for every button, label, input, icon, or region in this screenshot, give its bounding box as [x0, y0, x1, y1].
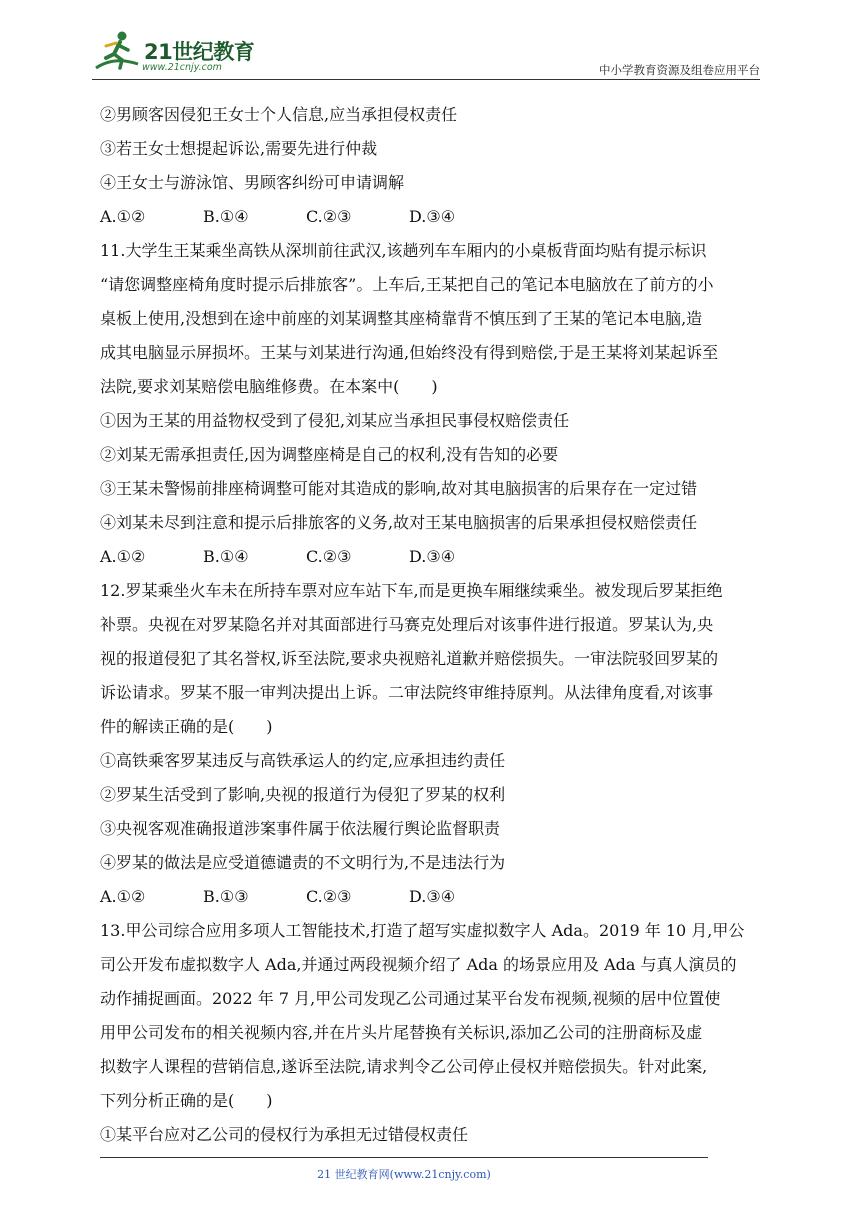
text-line: ②罗某生活受到了影响,央视的报道行为侵犯了罗某的权利	[100, 785, 506, 804]
answer-options	[100, 200, 766, 234]
logo-title: 21世纪教育	[144, 40, 255, 64]
text-line: 视的报道侵犯了其名誉权,诉至法院,要求央视赔礼道歉并赔偿损失。一审法院驳回罗某的	[100, 649, 719, 668]
answer-option: A.①②	[100, 207, 146, 226]
text-line: 动作捕捉画面。2022 年 7 月,甲公司发现乙公司通过某平台发布视频,视频的居中位置使	[100, 989, 721, 1008]
text-line: ①因为王某的用益物权受到了侵犯,刘某应当承担民事侵权赔偿责任	[100, 411, 570, 430]
page-header	[92, 28, 760, 80]
document-body	[100, 98, 766, 1152]
text-line: ④王女士与游泳馆、男顾客纠纷可申请调解	[100, 173, 405, 192]
text-line: 11.大学生王某乘坐高铁从深圳前往武汉,该趟列车车厢内的小桌板背面均贴有提示标识	[100, 241, 707, 260]
text-line: ②男顾客因侵犯王女士个人信息,应当承担侵权责任	[100, 105, 458, 124]
text-line: 12.罗某乘坐火车未在所持车票对应车站下车,而是更换车厢继续乘坐。被发现后罗某拒绝	[100, 581, 723, 600]
answer-options	[100, 880, 766, 914]
text-line: ④罗某的做法是应受道德谴责的不文明行为,不是违法行为	[100, 853, 506, 872]
answer-option: B.①④	[203, 547, 249, 566]
answer-option: D.③④	[409, 547, 456, 566]
text-line: 成其电脑显示屏损坏。王某与刘某进行沟通,但始终没有得到赔偿,于是王某将刘某起诉至	[100, 343, 719, 362]
text-line: 13.甲公司综合应用多项人工智能技术,打造了超写实虚拟数字人 Ada。2019 年 10 月,甲公	[100, 921, 745, 940]
text-line: ①高铁乘客罗某违反与高铁承运人的约定,应承担违约责任	[100, 751, 506, 770]
answer-option: B.①③	[203, 887, 249, 906]
answer-option: D.③④	[409, 207, 456, 226]
text-line: 补票。央视在对罗某隐名并对其面部进行马赛克处理后对该事件进行报道。罗某认为,央	[100, 615, 714, 634]
text-line: “请您调整座椅角度时提示后排旅客”。上车后,王某把自己的笔记本电脑放在了前方的小	[100, 275, 714, 294]
text-line: 件的解读正确的是( )	[100, 717, 273, 736]
header-divider	[92, 79, 760, 80]
text-line: ②刘某无需承担责任,因为调整座椅是自己的权利,没有告知的必要	[100, 445, 559, 464]
answer-option: C.②③	[306, 547, 352, 566]
text-line: ③王某未警惕前排座椅调整可能对其造成的影响,故对其电脑损害的后果存在一定过错	[100, 479, 698, 498]
answer-option: A.①②	[100, 887, 146, 906]
text-line: 下列分析正确的是( )	[100, 1091, 273, 1110]
text-line: 诉讼请求。罗某不服一审判决提出上诉。二审法院终审维持原判。从法律角度看,对该事	[100, 683, 714, 702]
runner-logo-icon	[92, 28, 144, 80]
logo-url: www.21cnjy.com	[142, 62, 222, 73]
logo	[92, 28, 262, 80]
page-footer: 21 世纪教育网(www.21cnjy.com)	[317, 1168, 491, 1181]
text-line: 桌板上使用,没想到在途中前座的刘某调整其座椅靠背不慎压到了王某的笔记本电脑,造	[100, 309, 703, 328]
text-line: 用甲公司发布的相关视频内容,并在片头片尾替换有关标识,添加乙公司的注册商标及虚	[100, 1023, 703, 1042]
answer-option: C.②③	[306, 207, 352, 226]
text-line: ③若王女士想提起诉讼,需要先进行仲裁	[100, 139, 378, 158]
text-line: 拟数字人课程的营销信息,遂诉至法院,请求判令乙公司停止侵权并赔偿损失。针对此案,	[100, 1057, 708, 1076]
answer-option: A.①②	[100, 547, 146, 566]
answer-options	[100, 540, 766, 574]
text-line: ③央视客观准确报道涉案事件属于依法履行舆论监督职责	[100, 819, 501, 838]
text-line: ①某平台应对乙公司的侵权行为承担无过错侵权责任	[100, 1125, 469, 1144]
answer-option: B.①④	[203, 207, 249, 226]
text-line: 法院,要求刘某赔偿电脑维修费。在本案中( )	[100, 377, 438, 396]
answer-option: D.③④	[409, 887, 456, 906]
platform-tagline: 中小学教育资源及组卷应用平台	[599, 63, 760, 77]
text-line: ④刘某未尽到注意和提示后排旅客的义务,故对王某电脑损害的后果承担侵权赔偿责任	[100, 513, 698, 532]
answer-option: C.②③	[306, 887, 352, 906]
footer-divider	[100, 1157, 708, 1158]
text-line: 司公开发布虚拟数字人 Ada,并通过两段视频介绍了 Ada 的场景应用及 Ada 与真人演员的	[100, 955, 737, 974]
